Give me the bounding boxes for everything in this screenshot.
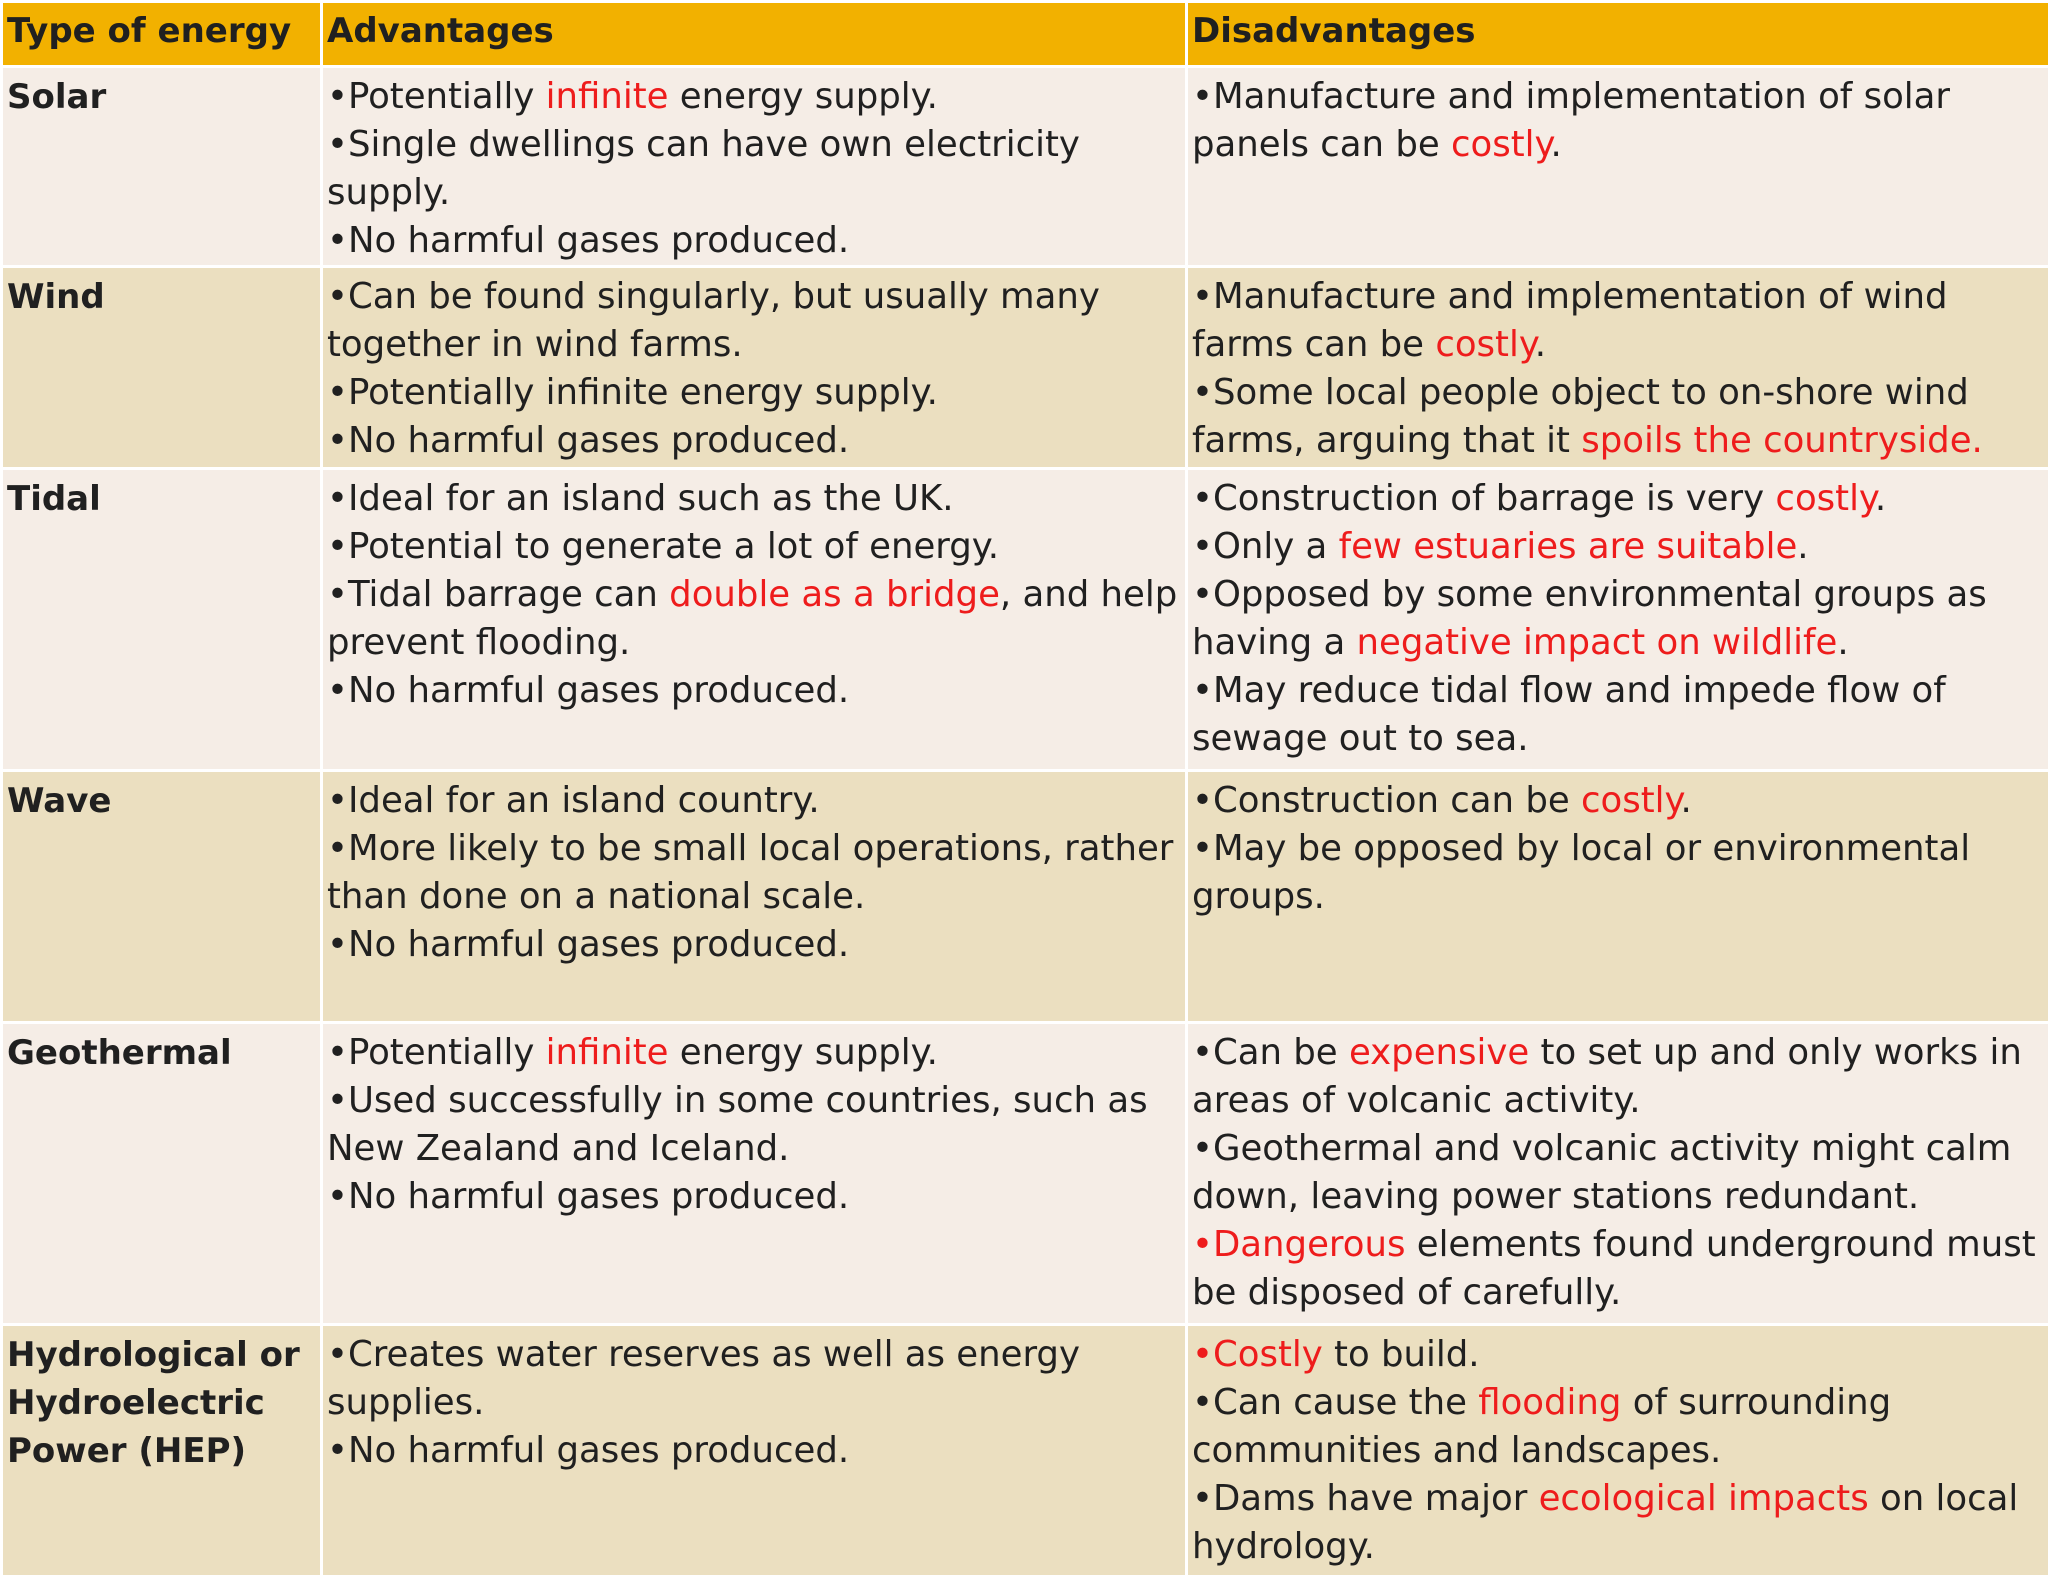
disadvantages-cell (1187, 1023, 2048, 1325)
bullet-line (1192, 273, 2044, 369)
text-segment: •Potentially (327, 1032, 546, 1073)
text-segment: . (1837, 622, 1848, 663)
highlighted-text: infinite (546, 1032, 669, 1073)
table-row (2, 469, 2048, 771)
bullet-line (1192, 1475, 2044, 1571)
bullet-line (1192, 825, 2044, 921)
highlighted-text: expensive (1349, 1032, 1529, 1073)
text-segment: elements found underground must be disposed of carefully. (1192, 1224, 2036, 1313)
text-segment: , and help prevent flooding. (327, 574, 1177, 663)
text-segment: . (1550, 124, 1561, 165)
advantages-cell (322, 1023, 1187, 1325)
text-segment: •Tidal barrage can (327, 574, 669, 615)
text-segment: •No harmful gases produced. (327, 1176, 849, 1217)
text-segment: •May reduce tidal flow and impede flow of sewage out to sea. (1192, 670, 1946, 759)
highlighted-text: ecological impacts (1539, 1478, 1869, 1519)
header-type-of-energy: Type of energy (2, 2, 322, 67)
text-segment: •Construction of barrage is very (1192, 478, 1775, 519)
text-segment: •No harmful gases produced. (327, 670, 849, 711)
highlighted-text: negative impact on wildlife (1356, 622, 1837, 663)
bullet-line (1192, 73, 2044, 169)
highlighted-text: few estuaries are suitable (1339, 526, 1798, 567)
table-row (2, 1023, 2048, 1325)
text-segment: •Can be (1192, 1032, 1349, 1073)
table-row (2, 1325, 2048, 1577)
text-segment: •Construction can be (1192, 780, 1581, 821)
energy-type-cell: Tidal (2, 469, 322, 771)
text-segment: •May be opposed by local or environmental groups. (1192, 828, 1970, 917)
bullet-line (327, 417, 1181, 465)
table-row (2, 67, 2048, 267)
bullet-line (1192, 1029, 2044, 1125)
text-segment: on local hydrology. (1192, 1478, 2018, 1567)
highlighted-text: costly (1451, 124, 1550, 165)
highlighted-text: double as a bridge (669, 574, 1000, 615)
text-segment: •Opposed by some environmental groups as having a (1192, 574, 1987, 663)
bullet-line (327, 1173, 1181, 1221)
energy-type-cell: Geothermal (2, 1023, 322, 1325)
text-segment: •Potentially infinite energy supply. (327, 372, 938, 413)
text-segment: •Only a (1192, 526, 1339, 567)
disadvantages-cell (1187, 469, 2048, 771)
bullet-line (327, 121, 1181, 217)
text-segment: to build. (1323, 1334, 1480, 1375)
text-segment: to set up and only works in areas of volcanic activity. (1192, 1032, 2022, 1121)
bullet-line (1192, 667, 2044, 763)
highlighted-text: flooding (1478, 1382, 1621, 1423)
text-segment: •Creates water reserves as well as energy supplies. (327, 1334, 1080, 1423)
table-row (2, 267, 2048, 469)
text-segment: . (1680, 780, 1691, 821)
header-disadvantages: Disadvantages (1187, 2, 2048, 67)
table-header-row (2, 2, 2048, 67)
energy-type-cell: Hydrological or Hydroelectric Power (HEP) (2, 1325, 322, 1577)
text-segment: •Can be found singularly, but usually many together in wind farms. (327, 276, 1100, 365)
bullet-line (327, 73, 1181, 121)
highlighted-text: infinite (546, 76, 669, 117)
highlighted-text: costly (1581, 780, 1680, 821)
bullet-line (1192, 1331, 2044, 1379)
advantages-cell (322, 771, 1187, 1023)
bullet-line (1192, 523, 2044, 571)
text-segment: . (1797, 526, 1808, 567)
bullet-line (327, 667, 1181, 715)
bullet-line (1192, 1125, 2044, 1221)
text-segment: •Geothermal and volcanic activity might calm down, leaving power stations redundant. (1192, 1128, 2011, 1217)
text-segment: •Used successfully in some countries, such as New Zealand and Iceland. (327, 1080, 1148, 1169)
advantages-cell (322, 469, 1187, 771)
text-segment: of surrounding communities and landscapes. (1192, 1382, 1891, 1471)
bullet-line (327, 777, 1181, 825)
disadvantages-cell (1187, 67, 2048, 267)
text-segment: •No harmful gases produced. (327, 924, 849, 965)
bullet-line (327, 273, 1181, 369)
table-row (2, 771, 2048, 1023)
bullet-line (327, 369, 1181, 417)
text-segment: energy supply. (668, 76, 937, 117)
text-segment: •Manufacture and implementation of solar panels can be (1192, 76, 1950, 165)
bullet-line (327, 1331, 1181, 1427)
text-segment: energy supply. (668, 1032, 937, 1073)
bullet-line (327, 1077, 1181, 1173)
text-segment: •No harmful gases produced. (327, 1430, 849, 1471)
bullet-line (327, 523, 1181, 571)
disadvantages-cell (1187, 1325, 2048, 1577)
bullet-line (1192, 777, 2044, 825)
highlighted-text: •Costly (1192, 1334, 1323, 1375)
energy-type-cell: Solar (2, 67, 322, 267)
highlighted-text: spoils the countryside. (1581, 420, 1983, 461)
energy-type-cell: Wave (2, 771, 322, 1023)
text-segment: •Some local people object to on-shore wind farms, arguing that it (1192, 372, 1969, 461)
header-advantages: Advantages (322, 2, 1187, 67)
bullet-line (327, 571, 1181, 667)
text-segment: •Ideal for an island such as the UK. (327, 478, 954, 519)
text-segment: . (1535, 324, 1546, 365)
text-segment: •No harmful gases produced. (327, 420, 849, 461)
advantages-cell (322, 67, 1187, 267)
bullet-line (327, 1427, 1181, 1475)
highlighted-text: costly (1775, 478, 1874, 519)
text-segment: •Single dwellings can have own electricity supply. (327, 124, 1080, 213)
text-segment: •No harmful gases produced. (327, 220, 849, 261)
text-segment: •More likely to be small local operations, rather than done on a national scale. (327, 828, 1173, 917)
bullet-line (1192, 369, 2044, 465)
text-segment: •Can cause the (1192, 1382, 1478, 1423)
energy-type-cell: Wind (2, 267, 322, 469)
text-segment: . (1875, 478, 1886, 519)
text-segment: •Dams have major (1192, 1478, 1539, 1519)
bullet-line (1192, 475, 2044, 523)
bullet-line (327, 217, 1181, 265)
highlighted-text: •Dangerous (1192, 1224, 1405, 1265)
bullet-line (327, 825, 1181, 921)
text-segment: •Manufacture and implementation of wind farms can be (1192, 276, 1948, 365)
text-segment: •Potentially (327, 76, 546, 117)
disadvantages-cell (1187, 771, 2048, 1023)
bullet-line (327, 921, 1181, 969)
disadvantages-cell (1187, 267, 2048, 469)
bullet-line (1192, 571, 2044, 667)
text-segment: •Ideal for an island country. (327, 780, 820, 821)
bullet-line (1192, 1221, 2044, 1317)
text-segment: •Potential to generate a lot of energy. (327, 526, 999, 567)
bullet-line (327, 475, 1181, 523)
advantages-cell (322, 1325, 1187, 1577)
advantages-cell (322, 267, 1187, 469)
bullet-line (1192, 1379, 2044, 1475)
bullet-line (327, 1029, 1181, 1077)
highlighted-text: costly (1435, 324, 1534, 365)
